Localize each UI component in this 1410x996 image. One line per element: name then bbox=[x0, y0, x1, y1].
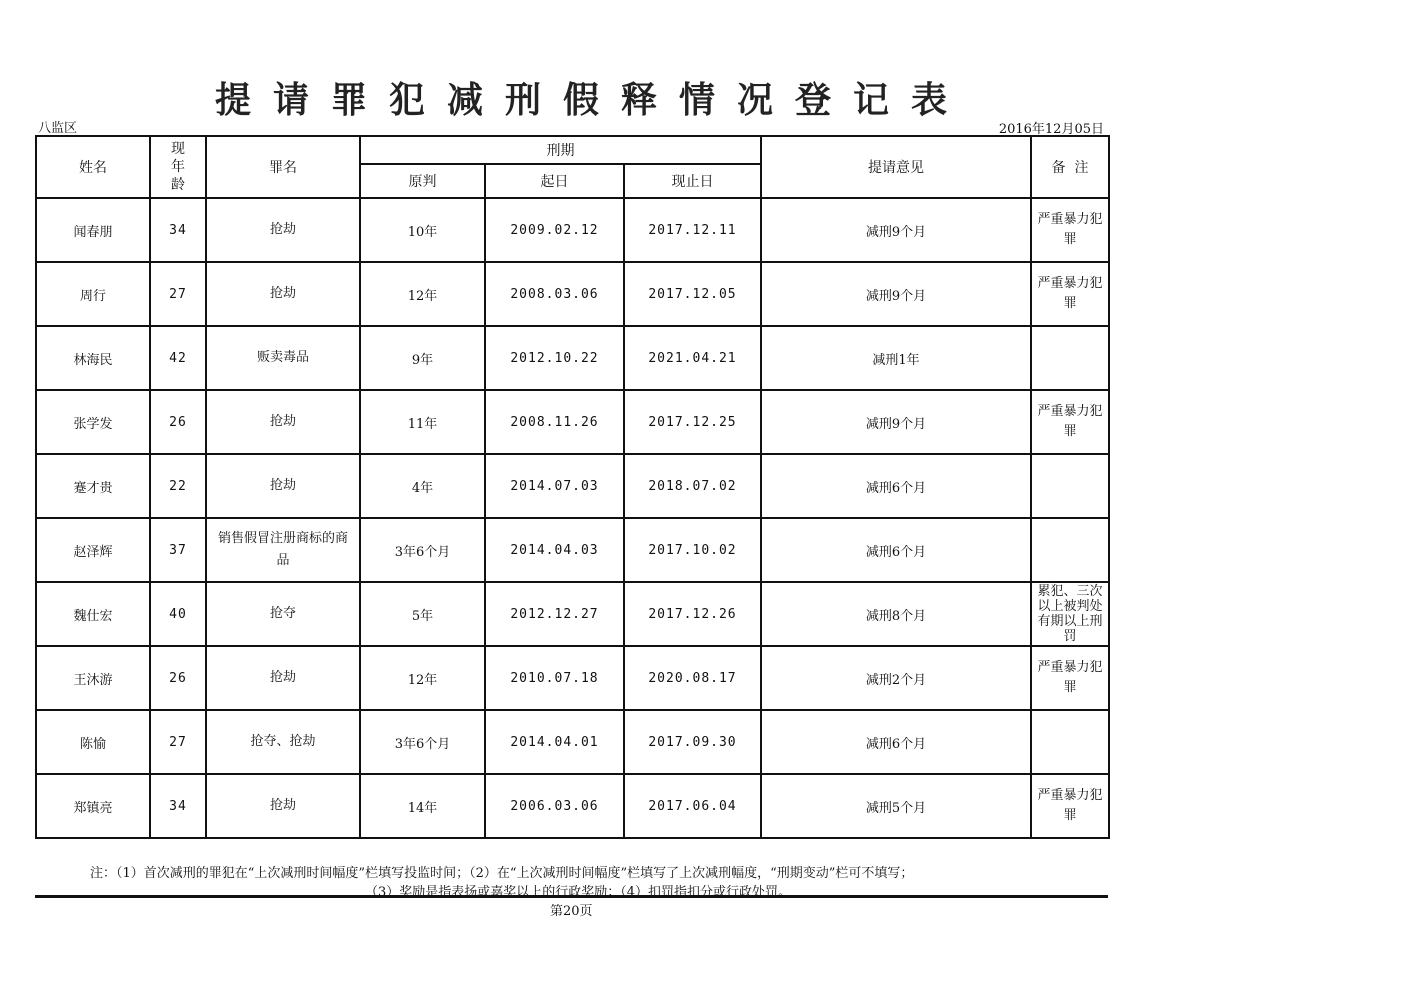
cell-age: 37 bbox=[150, 518, 206, 582]
registration-table bbox=[35, 135, 1110, 839]
table-row bbox=[36, 646, 1109, 710]
cell-end-date: 2018.07.02 bbox=[624, 454, 761, 518]
cell-age: 34 bbox=[150, 198, 206, 262]
cell-original-sentence: 3年6个月 bbox=[360, 710, 485, 774]
cell-end-date: 2020.08.17 bbox=[624, 646, 761, 710]
header-crime: 罪名 bbox=[206, 136, 360, 198]
table-row bbox=[36, 518, 1109, 582]
cell-age: 40 bbox=[150, 582, 206, 646]
cell-end-date: 2017.12.11 bbox=[624, 198, 761, 262]
header-opinion: 提请意见 bbox=[761, 136, 1031, 198]
document-date: 2016年12月05日 bbox=[998, 122, 1104, 137]
cell-remark bbox=[1031, 326, 1109, 390]
cell-age: 34 bbox=[150, 774, 206, 838]
cell-crime: 抢夺、抢劫 bbox=[206, 710, 360, 774]
cell-end-date: 2017.06.04 bbox=[624, 774, 761, 838]
cell-original-sentence: 12年 bbox=[360, 262, 485, 326]
cell-end-date: 2017.10.02 bbox=[624, 518, 761, 582]
cell-crime: 销售假冒注册商标的商品 bbox=[206, 518, 360, 582]
header-start-date: 起日 bbox=[485, 164, 624, 198]
cell-age: 27 bbox=[150, 262, 206, 326]
cell-name: 张学发 bbox=[36, 390, 150, 454]
cell-start-date: 2012.10.22 bbox=[485, 326, 624, 390]
cell-name: 赵泽辉 bbox=[36, 518, 150, 582]
cell-opinion: 减刑6个月 bbox=[761, 454, 1031, 518]
cell-end-date: 2017.12.26 bbox=[624, 582, 761, 646]
cell-remark: 严重暴力犯罪 bbox=[1031, 262, 1109, 326]
header-end-date: 现止日 bbox=[624, 164, 761, 198]
cell-original-sentence: 14年 bbox=[360, 774, 485, 838]
cell-start-date: 2014.04.03 bbox=[485, 518, 624, 582]
cell-start-date: 2006.03.06 bbox=[485, 774, 624, 838]
table-row bbox=[36, 582, 1109, 646]
cell-age: 26 bbox=[150, 390, 206, 454]
cell-age: 22 bbox=[150, 454, 206, 518]
cell-start-date: 2008.11.26 bbox=[485, 390, 624, 454]
cell-remark bbox=[1031, 710, 1109, 774]
cell-age: 42 bbox=[150, 326, 206, 390]
cell-crime: 贩卖毒品 bbox=[206, 326, 360, 390]
cell-crime: 抢劫 bbox=[206, 774, 360, 838]
table-row bbox=[36, 390, 1109, 454]
footer-rule bbox=[35, 895, 1108, 898]
footnote-line-1: 注：（1）首次减刑的罪犯在“上次减刑时间幅度”栏填写投监时间；（2）在“上次减刑时间幅度”栏填写了上次减刑幅度，“刑期变动”栏可不填写； bbox=[90, 866, 914, 881]
cell-crime: 抢劫 bbox=[206, 390, 360, 454]
cell-original-sentence: 10年 bbox=[360, 198, 485, 262]
cell-remark: 严重暴力犯罪 bbox=[1031, 198, 1109, 262]
cell-crime: 抢夺 bbox=[206, 582, 360, 646]
header-sentence-group: 刑期 bbox=[360, 136, 761, 164]
cell-remark: 严重暴力犯罪 bbox=[1031, 646, 1109, 710]
cell-start-date: 2014.07.03 bbox=[485, 454, 624, 518]
cell-opinion: 减刑2个月 bbox=[761, 646, 1031, 710]
header-age bbox=[150, 136, 206, 198]
prison-unit-label: 八监区 bbox=[38, 121, 78, 136]
cell-remark: 累犯、三次以上被判处有期以上刑罚 bbox=[1031, 582, 1109, 646]
cell-opinion: 减刑9个月 bbox=[761, 198, 1031, 262]
document-title: 提请罪犯减刑假释情况登记表 bbox=[215, 79, 970, 121]
cell-crime: 抢劫 bbox=[206, 454, 360, 518]
cell-name: 林海民 bbox=[36, 326, 150, 390]
cell-remark: 严重暴力犯罪 bbox=[1031, 774, 1109, 838]
cell-start-date: 2014.04.01 bbox=[485, 710, 624, 774]
cell-crime: 抢劫 bbox=[206, 198, 360, 262]
cell-start-date: 2008.03.06 bbox=[485, 262, 624, 326]
cell-end-date: 2017.09.30 bbox=[624, 710, 761, 774]
cell-original-sentence: 9年 bbox=[360, 326, 485, 390]
cell-start-date: 2009.02.12 bbox=[485, 198, 624, 262]
cell-original-sentence: 11年 bbox=[360, 390, 485, 454]
cell-name: 蹇才贵 bbox=[36, 454, 150, 518]
cell-start-date: 2012.12.27 bbox=[485, 582, 624, 646]
cell-original-sentence: 12年 bbox=[360, 646, 485, 710]
cell-opinion: 减刑6个月 bbox=[761, 518, 1031, 582]
cell-opinion: 减刑1年 bbox=[761, 326, 1031, 390]
cell-name: 闻春朋 bbox=[36, 198, 150, 262]
cell-name: 王沐游 bbox=[36, 646, 150, 710]
cell-opinion: 减刑8个月 bbox=[761, 582, 1031, 646]
table-row bbox=[36, 710, 1109, 774]
cell-name: 郑镇亮 bbox=[36, 774, 150, 838]
cell-original-sentence: 3年6个月 bbox=[360, 518, 485, 582]
cell-crime: 抢劫 bbox=[206, 262, 360, 326]
table-row bbox=[36, 454, 1109, 518]
table-row bbox=[36, 774, 1109, 838]
cell-remark bbox=[1031, 518, 1109, 582]
cell-age: 27 bbox=[150, 710, 206, 774]
table-row bbox=[36, 262, 1109, 326]
table-row bbox=[36, 326, 1109, 390]
page-number: 第20页 bbox=[550, 904, 593, 919]
header-remark: 备 注 bbox=[1031, 136, 1109, 198]
cell-name: 魏仕宏 bbox=[36, 582, 150, 646]
cell-name: 周行 bbox=[36, 262, 150, 326]
cell-opinion: 减刑5个月 bbox=[761, 774, 1031, 838]
footnote-line-2: （3）奖励是指表扬或嘉奖以上的行政奖励；（4）扣罚指扣分或行政处罚。 bbox=[365, 885, 792, 900]
header-age-text: 现年龄 bbox=[171, 141, 185, 193]
cell-start-date: 2010.07.18 bbox=[485, 646, 624, 710]
cell-remark bbox=[1031, 454, 1109, 518]
cell-opinion: 减刑9个月 bbox=[761, 390, 1031, 454]
cell-end-date: 2017.12.25 bbox=[624, 390, 761, 454]
cell-original-sentence: 4年 bbox=[360, 454, 485, 518]
cell-end-date: 2021.04.21 bbox=[624, 326, 761, 390]
header-original-sentence: 原判 bbox=[360, 164, 485, 198]
cell-opinion: 减刑6个月 bbox=[761, 710, 1031, 774]
table-row bbox=[36, 198, 1109, 262]
cell-name: 陈愉 bbox=[36, 710, 150, 774]
cell-age: 26 bbox=[150, 646, 206, 710]
header-name: 姓名 bbox=[36, 136, 150, 198]
cell-end-date: 2017.12.05 bbox=[624, 262, 761, 326]
cell-opinion: 减刑9个月 bbox=[761, 262, 1031, 326]
cell-crime: 抢劫 bbox=[206, 646, 360, 710]
cell-remark: 严重暴力犯罪 bbox=[1031, 390, 1109, 454]
cell-original-sentence: 5年 bbox=[360, 582, 485, 646]
